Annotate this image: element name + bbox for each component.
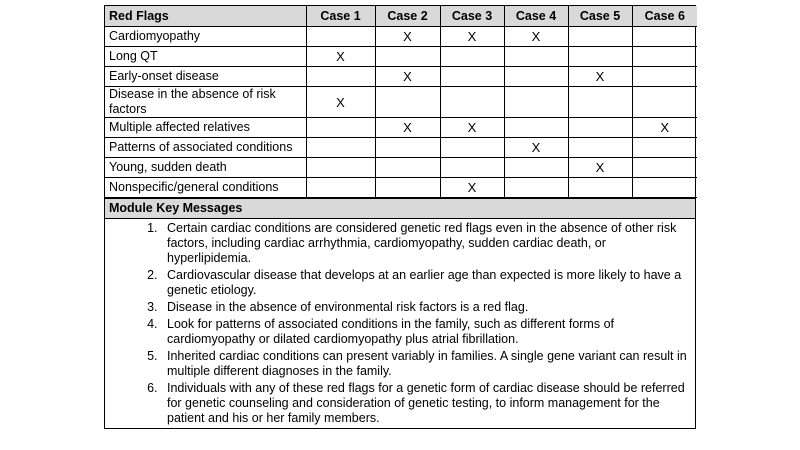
table-row [105, 138, 697, 158]
case-mark: X [504, 27, 568, 47]
case-mark [632, 67, 697, 87]
case-mark [632, 158, 697, 178]
case-mark [306, 67, 375, 87]
red-flag-label: Early-onset disease [105, 67, 306, 87]
case-mark: X [306, 47, 375, 67]
table-row [105, 158, 697, 178]
case-3-column-header: Case 3 [440, 6, 504, 27]
case-mark [568, 87, 632, 118]
case-mark: X [504, 138, 568, 158]
case-mark [440, 47, 504, 67]
case-mark: X [375, 67, 440, 87]
case-mark: X [568, 67, 632, 87]
case-mark [440, 138, 504, 158]
case-mark [632, 178, 697, 198]
red-flag-label: Multiple affected relatives [105, 118, 306, 138]
case-mark: X [375, 118, 440, 138]
case-4-column-header: Case 4 [504, 6, 568, 27]
case-mark: X [440, 27, 504, 47]
case-mark: X [568, 158, 632, 178]
case-mark [504, 178, 568, 198]
case-mark [632, 47, 697, 67]
case-mark [306, 178, 375, 198]
case-mark [306, 27, 375, 47]
case-mark [504, 118, 568, 138]
case-mark: X [440, 118, 504, 138]
case-mark: X [306, 87, 375, 118]
key-message-item: 5. Inherited cardiac conditions can present variably in families. A single gene variant can result in multiple different diagnoses in the family. [161, 349, 687, 379]
case-mark [375, 87, 440, 118]
case-mark [375, 47, 440, 67]
key-message-item: 2. Cardiovascular disease that develops at an earlier age than expected is more likely to have a genetic etiology. [161, 268, 687, 298]
table-row [105, 27, 697, 47]
case-6-column-header: Case 6 [632, 6, 697, 27]
case-mark [568, 118, 632, 138]
red-flags-document [104, 5, 696, 429]
key-message-item: 1. Certain cardiac conditions are considered genetic red flags even in the absence of other risk factors, including cardiac arrhythmia, cardiomyopathy, sudden cardiac death, or hyperlipidemia. [161, 221, 687, 266]
table-row [105, 178, 697, 198]
red-flags-table [105, 6, 697, 198]
key-message-item: 6. Individuals with any of these red flags for a genetic form of cardiac disease should be referred for genetic counseling and consideration of genetic testing, to inform management for the patient and his or her family members. [161, 381, 687, 426]
red-flag-label: Nonspecific/general conditions [105, 178, 306, 198]
table-header-row [105, 6, 697, 27]
case-mark [306, 158, 375, 178]
key-message-item: 3. Disease in the absence of environmental risk factors is a red flag. [161, 300, 687, 315]
case-mark: X [632, 118, 697, 138]
case-2-column-header: Case 2 [375, 6, 440, 27]
case-mark [306, 118, 375, 138]
red-flag-label: Long QT [105, 47, 306, 67]
case-mark [568, 138, 632, 158]
case-mark [375, 158, 440, 178]
case-mark [504, 47, 568, 67]
case-mark [440, 87, 504, 118]
case-1-column-header: Case 1 [306, 6, 375, 27]
table-row [105, 87, 697, 118]
red-flag-label: Disease in the absence of risk factors [105, 87, 306, 118]
case-mark [632, 27, 697, 47]
case-mark [440, 158, 504, 178]
red-flag-label: Patterns of associated conditions [105, 138, 306, 158]
case-5-column-header: Case 5 [568, 6, 632, 27]
key-messages-heading: Module Key Messages [105, 198, 695, 219]
case-mark [440, 67, 504, 87]
case-mark [306, 138, 375, 158]
case-mark [504, 158, 568, 178]
case-mark [568, 27, 632, 47]
case-mark [632, 87, 697, 118]
case-mark [568, 47, 632, 67]
red-flag-label: Cardiomyopathy [105, 27, 306, 47]
case-mark: X [375, 27, 440, 47]
case-mark [632, 138, 697, 158]
table-row [105, 47, 697, 67]
case-mark [504, 67, 568, 87]
case-mark: X [440, 178, 504, 198]
table-row [105, 67, 697, 87]
case-mark [375, 178, 440, 198]
case-mark [568, 178, 632, 198]
case-mark [504, 87, 568, 118]
case-mark [375, 138, 440, 158]
table-row [105, 118, 697, 138]
red-flag-label: Young, sudden death [105, 158, 306, 178]
red-flags-column-header: Red Flags [105, 6, 306, 27]
key-message-item: 4. Look for patterns of associated conditions in the family, such as different forms of cardiomyopathy or dilated cardiomyopathy plus atrial fibrillation. [161, 317, 687, 347]
key-messages-list [105, 219, 695, 428]
